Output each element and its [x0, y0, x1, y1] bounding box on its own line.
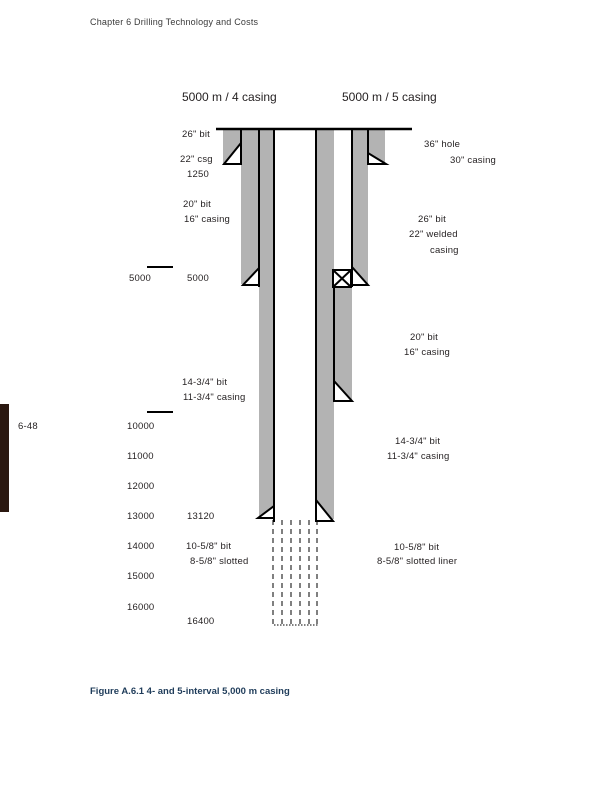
depth-tick: 15000: [127, 571, 155, 582]
right-label: 16" casing: [404, 347, 451, 358]
figure-caption: Figure A.6.1 4- and 5-interval 5,000 m casing: [90, 686, 290, 697]
left-label: 20" bit: [183, 199, 212, 210]
left-label: 14-3/4" bit: [182, 377, 228, 388]
right-label: 10-5/8" bit: [394, 542, 440, 553]
depth-tick: 14000: [127, 541, 155, 552]
left-label: 16400: [187, 616, 215, 627]
right-label: 36" hole: [424, 139, 461, 150]
depth-tick: 5000: [129, 273, 151, 284]
right-label: 20" bit: [410, 332, 439, 343]
left-well-annulus: [223, 129, 274, 519]
left-label: 1250: [187, 169, 209, 180]
left-label: 26" bit: [182, 129, 211, 140]
left-label: 13120: [187, 511, 215, 522]
left-label: 10-5/8" bit: [186, 541, 232, 552]
left-well-title: 5000 m / 4 casing: [182, 90, 277, 104]
right-label: 22" welded: [409, 229, 458, 240]
depth-tick: 11000: [127, 451, 154, 462]
right-well-annulus: [316, 129, 385, 519]
right-label: 11-3/4" casing: [387, 451, 450, 462]
depth-tick: 13000: [127, 511, 155, 522]
right-label: casing: [430, 245, 459, 256]
left-label: 11-3/4" casing: [183, 392, 246, 403]
depth-tick: 16000: [127, 602, 155, 613]
right-label: 30" casing: [450, 155, 497, 166]
left-label: 5000: [187, 273, 209, 284]
right-well-title: 5000 m / 5 casing: [342, 90, 437, 104]
depth-tick: 10000: [127, 421, 155, 432]
left-label: 8-5/8" slotted: [190, 556, 249, 567]
liner-hanger-icon: [333, 270, 351, 287]
slotted-liner: [273, 520, 317, 628]
chapter-header: Chapter 6 Drilling Technology and Costs: [90, 17, 259, 27]
page-number: 6-48: [18, 421, 38, 432]
right-label: 26" bit: [418, 214, 447, 225]
depth-tick: 12000: [127, 481, 155, 492]
left-label: 16" casing: [184, 214, 231, 225]
right-label: 14-3/4" bit: [395, 436, 441, 447]
left-label: 22" csg: [180, 154, 213, 165]
right-label: 8-5/8" slotted liner: [377, 556, 458, 567]
